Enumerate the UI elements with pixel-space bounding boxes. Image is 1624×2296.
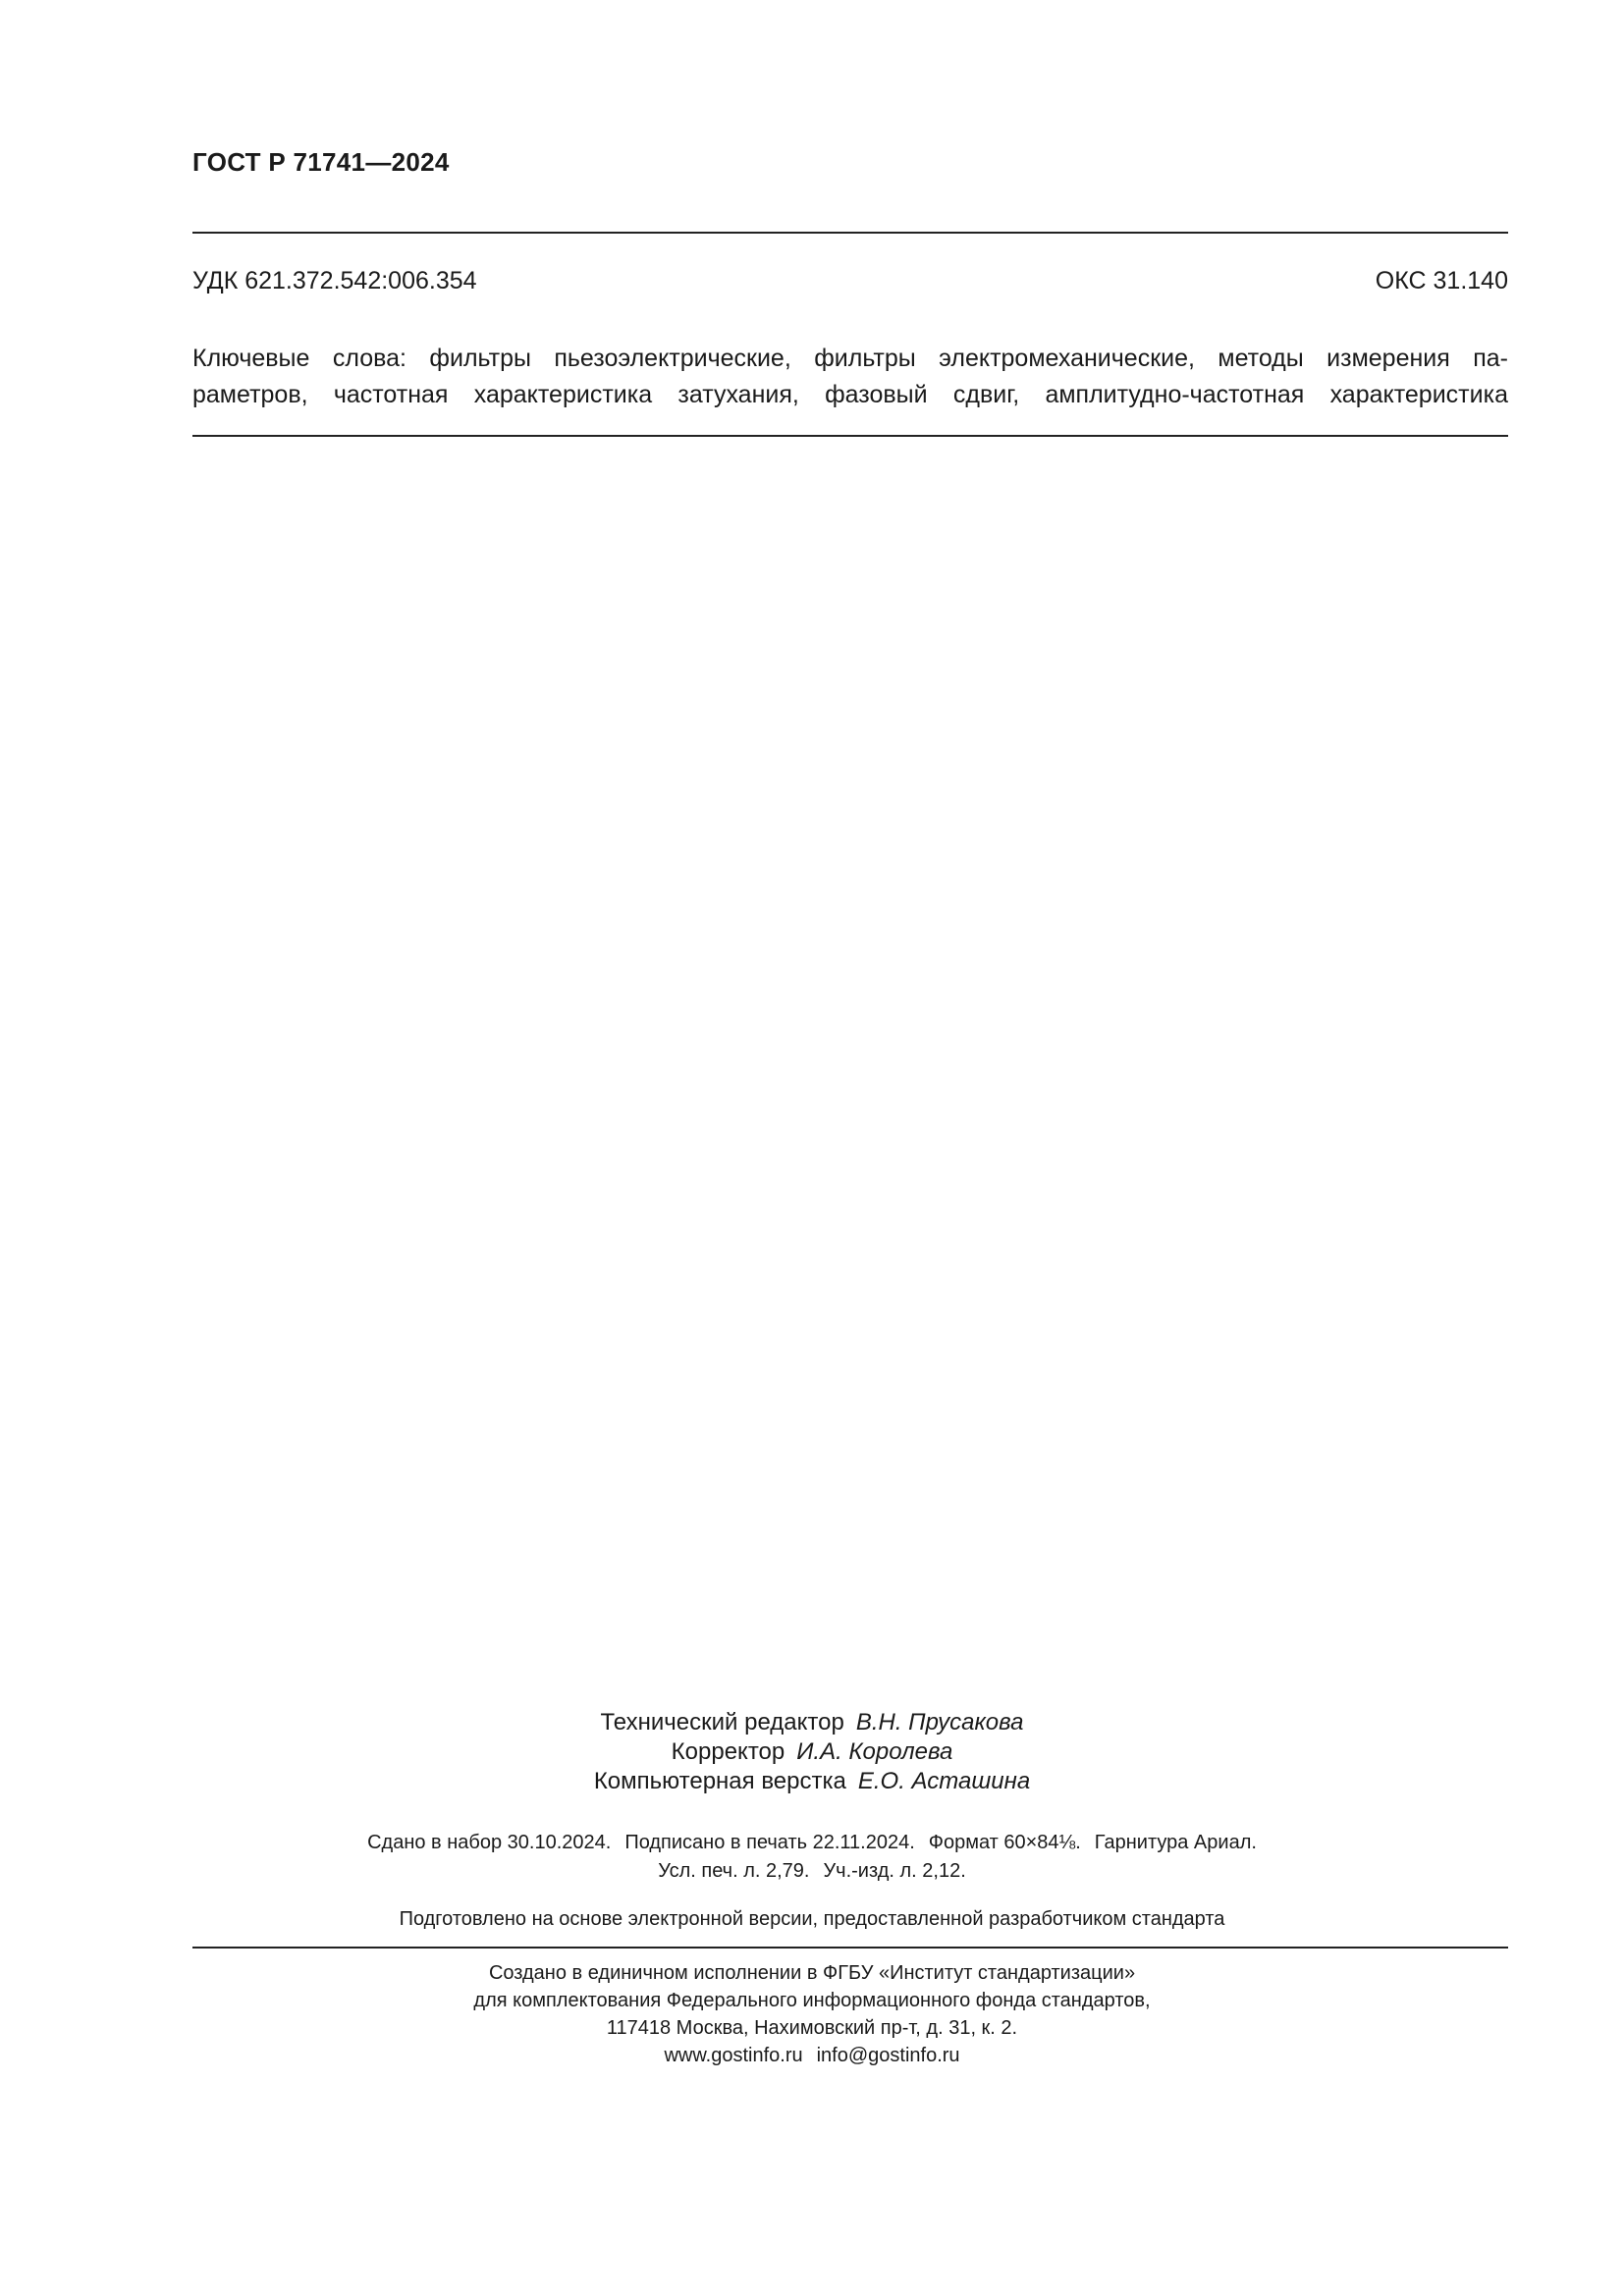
credit-name: Е.О. Асташина <box>857 1768 1031 1794</box>
print-info-block <box>0 1829 1624 1886</box>
standard-number: ГОСТ Р 71741—2024 <box>192 147 450 177</box>
print-info-line-2 <box>0 1857 1624 1886</box>
print-sheets: Усл. печ. л. 2,79. <box>658 1860 810 1882</box>
paper-format: Формат 60×84⅛. <box>928 1832 1081 1853</box>
oks-code: ОКС 31.140 <box>1375 267 1508 294</box>
udk-code: УДК 621.372.542:006.354 <box>192 267 477 294</box>
typeface: Гарнитура Ариал. <box>1094 1832 1257 1853</box>
credit-role: Корректор <box>671 1738 785 1765</box>
publisher-email[interactable]: info@gostinfo.ru <box>816 2045 960 2066</box>
edit-sheets: Уч.-изд. л. 2,12. <box>823 1860 966 1882</box>
print-info-line-1 <box>0 1829 1624 1857</box>
keywords-line-2: раметров, частотная характеристика затухания, фазовый сдвиг, амплитудно-частотная характеристика <box>192 381 1508 408</box>
credit-name: В.Н. Прусакова <box>855 1709 1024 1735</box>
publisher-address: 117418 Москва, Нахимовский пр-т, д. 31, к. 2. <box>606 2017 1018 2039</box>
prepared-note: Подготовлено на основе электронной версии, предоставленной разработчиком стандарта <box>399 1908 1225 1930</box>
publisher-block <box>0 1959 1624 2069</box>
publisher-contacts <box>0 2042 1624 2069</box>
credit-tech-editor <box>0 1708 1624 1737</box>
publisher-line-1: Создано в единичном исполнении в ФГБУ «Институт стандартизации» <box>488 1962 1136 1984</box>
signed-date: Подписано в печать 22.11.2024. <box>624 1832 915 1853</box>
credit-role: Технический редактор <box>600 1709 844 1735</box>
credit-role: Компьютерная верстка <box>593 1768 846 1794</box>
classification-row <box>192 267 1508 295</box>
divider-top <box>192 232 1508 234</box>
divider-keywords <box>192 435 1508 437</box>
credits-block <box>0 1708 1624 1796</box>
credit-name: И.А. Королева <box>796 1738 953 1765</box>
credit-corrector <box>0 1737 1624 1767</box>
keywords-block <box>192 341 1508 413</box>
divider-publisher <box>192 1947 1508 1949</box>
submitted-date: Сдано в набор 30.10.2024. <box>367 1832 612 1853</box>
credit-layout <box>0 1767 1624 1796</box>
keywords-line-1: Ключевые слова: фильтры пьезоэлектрические, фильтры электромеханические, методы измерения па- <box>192 345 1508 372</box>
publisher-website[interactable]: www.gostinfo.ru <box>664 2045 803 2066</box>
publisher-line-2: для комплектования Федерального информационного фонда стандартов, <box>473 1990 1151 2011</box>
